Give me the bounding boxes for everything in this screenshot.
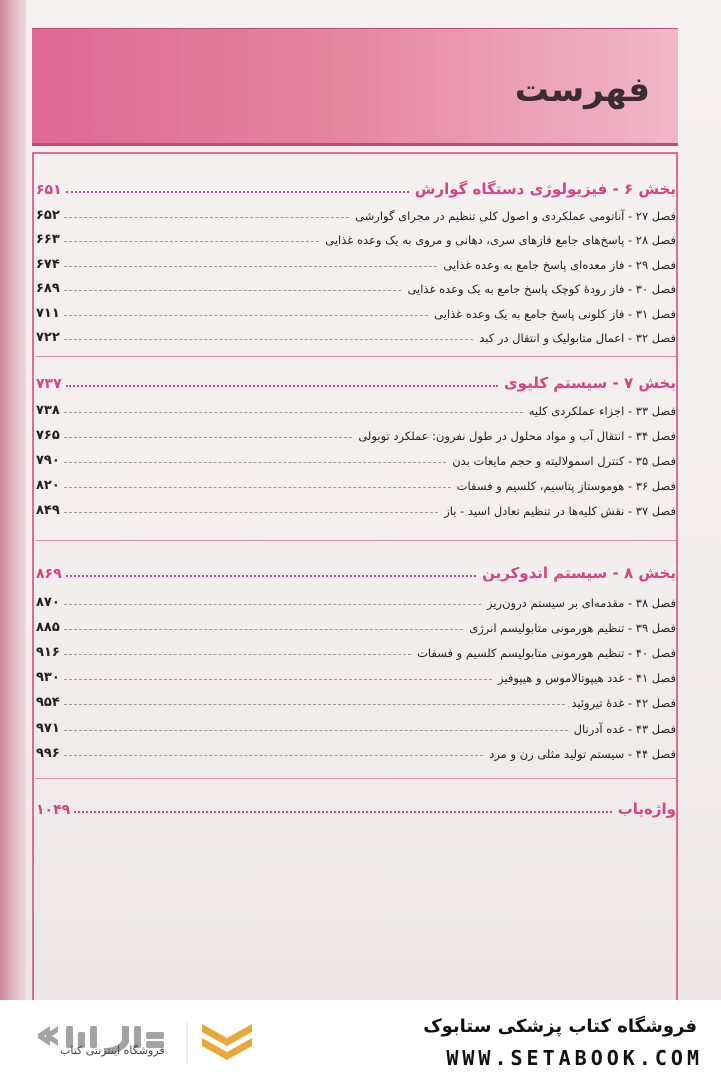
logo-chevrons-icon xyxy=(202,1024,252,1060)
part-label: بخش ۶ - فیزیولوژی دستگاه گوارش xyxy=(414,180,676,198)
chapter-page-number: ۸۷۰ xyxy=(36,595,60,610)
leader-dots xyxy=(64,462,446,463)
store-name: فروشگاه کتاب پزشکی ستابوک xyxy=(423,1016,697,1037)
leader-dots xyxy=(66,575,476,577)
chapter-label: فصل ۳۸ - مقدمه‌ای بر سیستم درون‌ریز xyxy=(487,596,676,610)
chapter-label: فصل ۴۳ - غده آدرنال xyxy=(573,722,676,736)
toc-chapter-33[interactable] xyxy=(36,396,676,418)
glossary-label: واژه‌یاب xyxy=(617,800,676,818)
leader-dots xyxy=(64,604,481,605)
toc-part-7[interactable] xyxy=(36,368,676,392)
chapter-label: فصل ۳۲ - اعمال متابولیک و انتقال در کبد xyxy=(479,331,676,345)
toc-chapter-29[interactable] xyxy=(36,250,676,272)
toc-chapter-34[interactable] xyxy=(36,421,676,443)
part-page-number: ۶۵۱ xyxy=(36,182,62,198)
leader-dots xyxy=(66,191,409,193)
chapter-label: فصل ۴۲ - غدهٔ تیروئید xyxy=(571,696,676,710)
setabook-logo xyxy=(32,1012,282,1072)
leader-dots xyxy=(64,679,492,680)
chapter-page-number: ۷۹۰ xyxy=(36,453,60,468)
chapter-label: فصل ۳۶ - هوموستاز پتاسیم، کلسیم و فسفات xyxy=(456,479,676,493)
leader-dots xyxy=(74,811,612,813)
leader-dots xyxy=(66,385,498,387)
chapter-label: فصل ۴۱ - غدد هیپوتالاموس و هیپوفیز xyxy=(498,671,676,685)
leader-dots xyxy=(64,654,411,655)
chapter-label: فصل ۲۷ - آناتومی عملکردی و اصول کلی تنظیم در مجرای گوارشی xyxy=(355,209,676,223)
leader-dots xyxy=(64,217,349,218)
chapter-page-number: ۶۶۳ xyxy=(36,232,60,247)
chapter-page-number: ۶۵۲ xyxy=(36,208,60,223)
part-label: بخش ۸ - سیستم اندوکرین xyxy=(482,564,676,582)
leader-dots xyxy=(64,755,483,756)
leader-dots xyxy=(64,512,438,513)
toc-chapter-35[interactable] xyxy=(36,446,676,468)
toc-chapter-41[interactable] xyxy=(36,663,676,685)
leader-dots xyxy=(64,290,402,291)
chapter-page-number: ۷۱۱ xyxy=(36,306,60,321)
section-divider xyxy=(36,540,676,541)
toc-chapter-44[interactable] xyxy=(36,739,676,761)
toc-glossary[interactable] xyxy=(36,794,676,818)
toc-chapter-43[interactable] xyxy=(36,714,676,736)
chapter-page-number: ۶۷۴ xyxy=(36,257,60,272)
chapter-label: فصل ۳۹ - تنظیم هورمونی متابولیسم انرژی xyxy=(469,621,676,635)
toc-chapter-36[interactable] xyxy=(36,471,676,493)
chapter-page-number: ۹۵۴ xyxy=(36,695,60,710)
leader-dots xyxy=(64,241,319,242)
toc-chapter-39[interactable] xyxy=(36,613,676,635)
toc-chapter-38[interactable] xyxy=(36,588,676,610)
store-footer xyxy=(0,1000,721,1080)
chapter-page-number: ۹۱۶ xyxy=(36,645,60,660)
chapter-label: فصل ۲۹ - فاز معده‌ای پاسخ جامع به وعده غذایی xyxy=(443,258,676,272)
leader-dots xyxy=(64,437,353,438)
toc-chapter-28[interactable] xyxy=(36,225,676,247)
header-band xyxy=(32,28,678,146)
leader-dots xyxy=(64,730,568,731)
toc-chapter-31[interactable] xyxy=(36,299,676,321)
chapter-page-number: ۸۲۰ xyxy=(36,478,60,493)
chapter-label: فصل ۳۳ - اجزاء عملکردی کلیه xyxy=(528,404,676,418)
leader-dots xyxy=(64,315,428,316)
leader-dots xyxy=(64,412,523,413)
chapter-label: فصل ۴۰ - تنظیم هورمونی متابولیسم کلسیم و فسفات xyxy=(417,646,676,660)
leader-dots xyxy=(64,266,438,267)
toc-chapter-27[interactable] xyxy=(36,201,676,223)
chapter-page-number: ۶۸۹ xyxy=(36,281,60,296)
page-title: فهرست xyxy=(514,70,650,110)
chapter-label: فصل ۲۸ - پاسخ‌های جامع فازهای سری، دهانی و مروی به یک وعده غذایی xyxy=(325,233,676,247)
chapter-page-number: ۹۷۱ xyxy=(36,721,60,736)
chapter-page-number: ۷۳۸ xyxy=(36,403,60,418)
chapter-label: فصل ۳۴ - انتقال آب و مواد محلول در طول نفرون: عملکرد توبولی xyxy=(358,429,676,443)
chapter-page-number: ۹۹۶ xyxy=(36,746,60,761)
chapter-page-number: ۸۴۹ xyxy=(36,503,60,518)
leader-dots xyxy=(64,339,473,340)
leader-dots xyxy=(64,704,566,705)
store-url[interactable]: WWW.SETABOOK.COM xyxy=(446,1046,703,1070)
chapter-label: فصل ۳۰ - فاز رودهٔ کوچک پاسخ جامع به یک وعده غذایی xyxy=(407,282,676,296)
chapter-page-number: ۸۸۵ xyxy=(36,620,60,635)
glossary-page-number: ۱۰۴۹ xyxy=(36,802,71,818)
chapter-label: فصل ۳۵ - کنترل اسمولالیته و حجم مایعات بدن xyxy=(452,454,676,468)
chapter-label: فصل ۳۷ - نقش کلیه‌ها در تنظیم تعادل اسید - باز xyxy=(444,504,676,518)
chapter-page-number: ۷۶۵ xyxy=(36,428,60,443)
section-divider xyxy=(36,778,676,779)
toc-chapter-30[interactable] xyxy=(36,274,676,296)
chapter-label: فصل ۴۴ - سیستم تولید مثلی زن و مرد xyxy=(489,747,676,761)
part-page-number: ۷۳۷ xyxy=(36,376,62,392)
toc-chapter-40[interactable] xyxy=(36,638,676,660)
chapter-page-number: ۷۲۲ xyxy=(36,330,60,345)
toc-chapter-37[interactable] xyxy=(36,496,676,518)
section-divider xyxy=(36,356,676,357)
chapter-label: فصل ۳۱ - فاز کلونی پاسخ جامع به یک وعده غذایی xyxy=(434,307,676,321)
logo-tagline: فروشگاه اینترنتی کتاب xyxy=(60,1044,165,1057)
toc-part-8[interactable] xyxy=(36,558,676,582)
toc-chapter-32[interactable] xyxy=(36,323,676,345)
chapter-page-number: ۹۳۰ xyxy=(36,670,60,685)
part-label: بخش ۷ - سیستم کلیوی xyxy=(503,374,676,392)
leader-dots xyxy=(64,487,451,488)
toc-chapter-42[interactable] xyxy=(36,688,676,710)
toc-part-6[interactable] xyxy=(36,174,676,198)
part-page-number: ۸۶۹ xyxy=(36,566,62,582)
leader-dots xyxy=(64,629,463,630)
